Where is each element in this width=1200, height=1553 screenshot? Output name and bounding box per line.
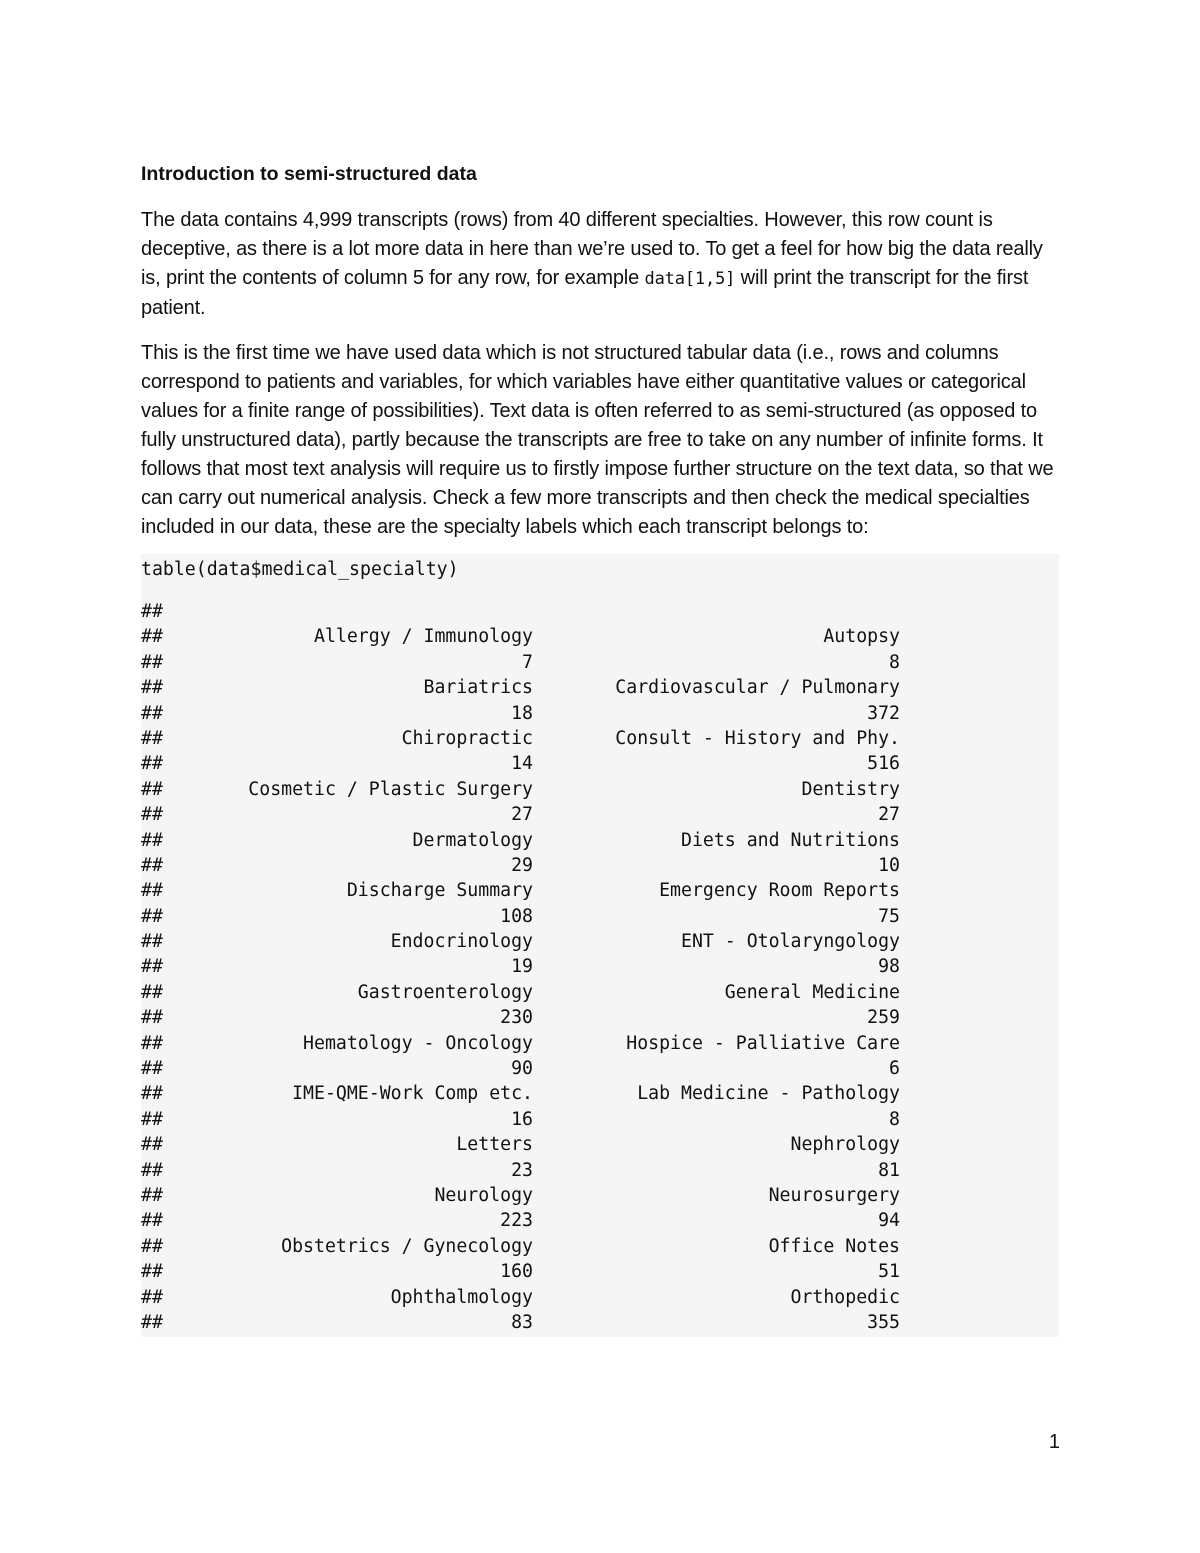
specialty-count: 14 (511, 753, 533, 775)
output-row (141, 1031, 1059, 1056)
specialty-count: 27 (511, 804, 533, 826)
output-row (141, 650, 1059, 675)
specialty-label: IME-QME-Work Comp etc. (292, 1083, 533, 1105)
code-call: table(data$medical_specialty) (141, 559, 459, 580)
specialty-count: 355 (867, 1311, 900, 1333)
specialty-label: Allergy / Immunology (314, 626, 533, 648)
specialty-label: Gastroenterology (357, 981, 533, 1003)
specialty-count: 18 (511, 702, 533, 724)
intro-text-after: will print the transcript for the first patient. (141, 267, 1029, 319)
specialty-count: 16 (511, 1108, 533, 1130)
comment-prefix: ## (141, 1210, 163, 1232)
specialty-label: Cardiovascular / Pulmonary (615, 677, 900, 699)
comment-prefix: ## (141, 829, 163, 851)
output-row (141, 828, 1059, 853)
output-row (141, 1183, 1059, 1208)
specialty-label: Neurosurgery (768, 1184, 900, 1206)
specialty-label: Consult - History and Phy. (615, 727, 900, 749)
specialty-count: 230 (500, 1007, 533, 1029)
inline-code: data[1,5] (644, 269, 736, 289)
output-row (141, 853, 1059, 878)
output-row (141, 1310, 1059, 1335)
comment-prefix: ## (141, 905, 163, 927)
specialty-label: Chiropractic (401, 727, 533, 749)
specialty-count: 259 (867, 1007, 900, 1029)
comment-prefix: ## (141, 753, 163, 775)
specialty-label: Diets and Nutritions (681, 829, 900, 851)
comment-prefix: ## (141, 778, 163, 800)
output-row (141, 777, 1059, 802)
specialty-label: Office Notes (768, 1235, 900, 1257)
explanation-paragraph: This is the first time we have used data which is not structured tabular data (i.e., rows and columns correspond to patients and variables, for which variables have either quantitative values or categorical values for a finite range of possibilities). Text data is often referred to as semi-structured (as opposed to fully unstructured data), partly because the transcripts are free to take on any number of infinite forms. It follows that most text analysis will require us to firstly impose further structure on the text data, so that we can carry out numerical analysis. Check a few more transcripts and then check the medical specialties included in our data, these are the specialty labels which each transcript belongs to: (141, 342, 1054, 538)
output-row (141, 1081, 1059, 1106)
specialty-label: Emergency Room Reports (659, 880, 900, 902)
specialty-label: Orthopedic (790, 1286, 900, 1308)
specialty-count: 98 (878, 956, 900, 978)
document-page (141, 160, 1059, 1337)
comment-prefix: ## (141, 956, 163, 978)
output-row (141, 1285, 1059, 1310)
comment-prefix: ## (141, 626, 163, 648)
specialty-count: 7 (522, 651, 533, 673)
page-number: 1 (1048, 1431, 1060, 1453)
specialty-label: Cosmetic / Plastic Surgery (248, 778, 533, 800)
output-row (141, 878, 1059, 903)
output-row (141, 1234, 1059, 1259)
specialty-count: 75 (878, 905, 900, 927)
intro-text-before: The data contains 4,999 transcripts (rows) from 40 different specialties. However, this row count is deceptive, as there is a lot more data in here than we’re used to. To get a feel for how big the data really is, print the contents of column 5 for any row, for example (141, 209, 1043, 289)
output-row (141, 904, 1059, 929)
specialty-label: Bariatrics (423, 677, 533, 699)
output-blank-row (141, 599, 1059, 624)
intro-paragraph (141, 206, 1059, 323)
comment-prefix: ## (141, 601, 163, 622)
comment-prefix: ## (141, 1311, 163, 1333)
output-row (141, 980, 1059, 1005)
specialty-label: Dentistry (801, 778, 900, 800)
section-heading: Introduction to semi-structured data (141, 163, 477, 185)
output-row (141, 751, 1059, 776)
output-row (141, 1208, 1059, 1233)
specialty-count: 90 (511, 1058, 533, 1080)
comment-prefix: ## (141, 854, 163, 876)
specialty-label: Lab Medicine - Pathology (637, 1083, 900, 1105)
specialty-label: General Medicine (724, 981, 900, 1003)
comment-prefix: ## (141, 677, 163, 699)
specialty-label: Autopsy (823, 626, 900, 648)
comment-prefix: ## (141, 1007, 163, 1029)
specialty-count: 8 (889, 651, 900, 673)
specialty-count: 83 (511, 1311, 533, 1333)
comment-prefix: ## (141, 1159, 163, 1181)
comment-prefix: ## (141, 1058, 163, 1080)
specialty-count: 51 (878, 1261, 900, 1283)
specialty-label: Hospice - Palliative Care (626, 1032, 900, 1054)
comment-prefix: ## (141, 931, 163, 953)
output-row (141, 701, 1059, 726)
specialty-count: 516 (867, 753, 900, 775)
comment-prefix: ## (141, 1184, 163, 1206)
specialty-label: Endocrinology (390, 931, 533, 953)
specialty-count: 10 (878, 854, 900, 876)
output-row (141, 1132, 1059, 1157)
specialty-count: 19 (511, 956, 533, 978)
specialty-count: 372 (867, 702, 900, 724)
specialty-label: ENT - Otolaryngology (681, 931, 900, 953)
comment-prefix: ## (141, 880, 163, 902)
output-row (141, 726, 1059, 751)
output-row (141, 1259, 1059, 1284)
specialty-count: 94 (878, 1210, 900, 1232)
specialty-count: 29 (511, 854, 533, 876)
specialty-label: Dermatology (412, 829, 533, 851)
comment-prefix: ## (141, 1083, 163, 1105)
output-row (141, 1005, 1059, 1030)
comment-prefix: ## (141, 1134, 163, 1156)
output-row (141, 675, 1059, 700)
code-block (141, 554, 1059, 1337)
comment-prefix: ## (141, 702, 163, 724)
output-row (141, 1158, 1059, 1183)
output-table (141, 624, 1059, 1335)
specialty-count: 160 (500, 1261, 533, 1283)
specialty-label: Hematology - Oncology (303, 1032, 533, 1054)
output-row (141, 929, 1059, 954)
comment-prefix: ## (141, 1235, 163, 1257)
comment-prefix: ## (141, 804, 163, 826)
specialty-count: 81 (878, 1159, 900, 1181)
comment-prefix: ## (141, 727, 163, 749)
specialty-label: Discharge Summary (346, 880, 533, 902)
specialty-label: Neurology (434, 1184, 533, 1206)
comment-prefix: ## (141, 651, 163, 673)
output-row (141, 1107, 1059, 1132)
specialty-count: 6 (889, 1058, 900, 1080)
specialty-count: 23 (511, 1159, 533, 1181)
specialty-label: Letters (456, 1134, 533, 1156)
comment-prefix: ## (141, 1286, 163, 1308)
specialty-label: Obstetrics / Gynecology (281, 1235, 533, 1257)
specialty-label: Nephrology (790, 1134, 900, 1156)
output-row (141, 954, 1059, 979)
output-row (141, 624, 1059, 649)
specialty-count: 108 (500, 905, 533, 927)
specialty-label: Ophthalmology (390, 1286, 533, 1308)
comment-prefix: ## (141, 1108, 163, 1130)
comment-prefix: ## (141, 1032, 163, 1054)
comment-prefix: ## (141, 981, 163, 1003)
output-row (141, 1056, 1059, 1081)
specialty-count: 27 (878, 804, 900, 826)
specialty-count: 8 (889, 1108, 900, 1130)
specialty-count: 223 (500, 1210, 533, 1232)
output-row (141, 802, 1059, 827)
comment-prefix: ## (141, 1261, 163, 1283)
